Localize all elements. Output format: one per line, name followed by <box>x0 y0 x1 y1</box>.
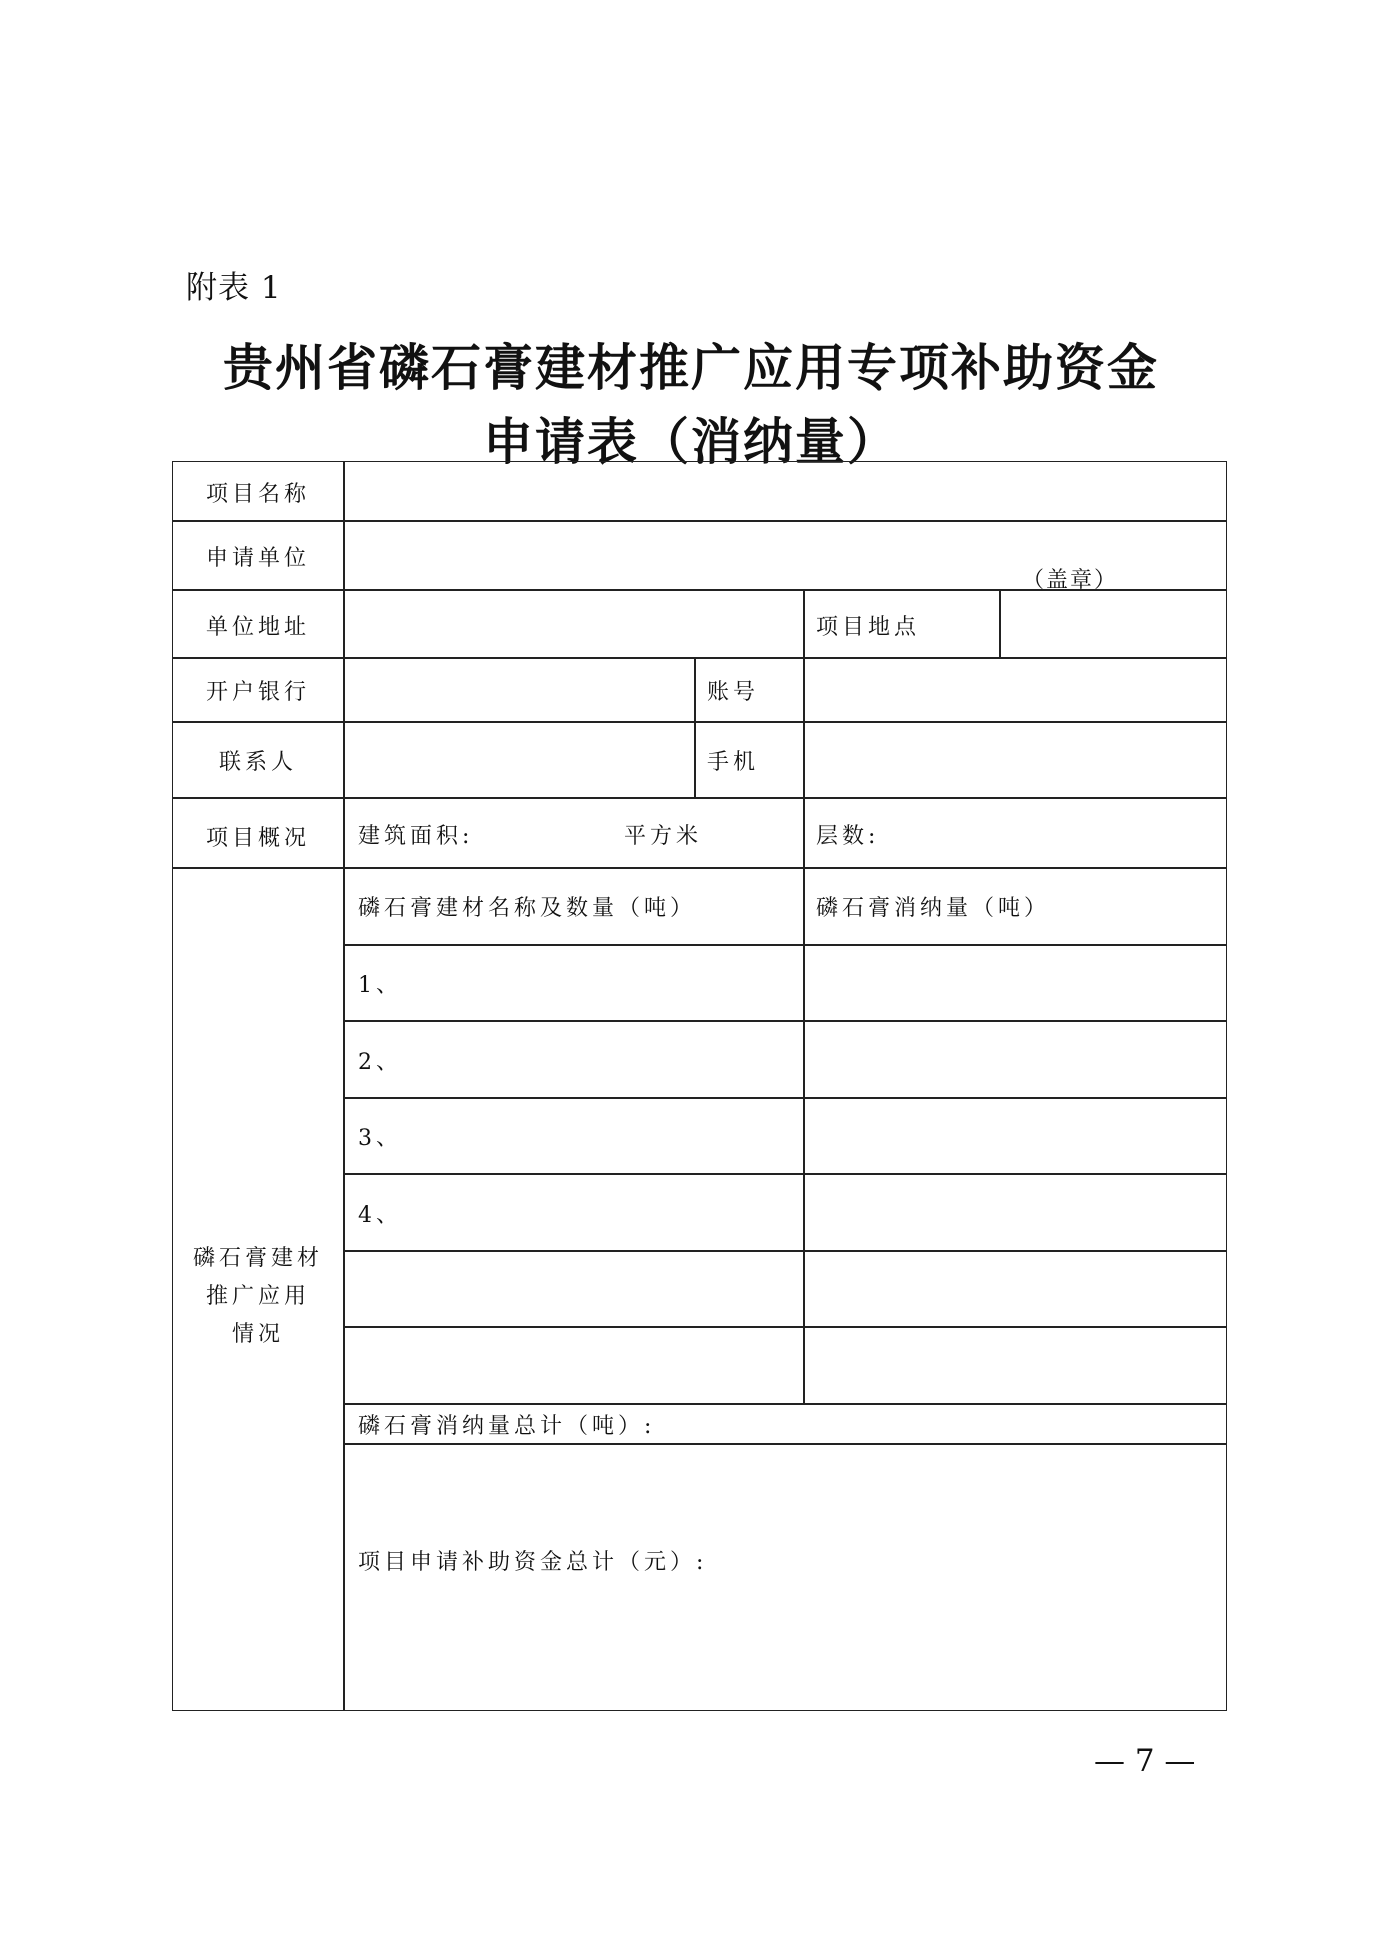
label-sqm: 平方米 <box>624 824 703 849</box>
label-usage-line-2: 推广应用 <box>205 1284 310 1309</box>
row-divider <box>344 1250 1226 1252</box>
row-divider <box>344 1097 1226 1099</box>
row-divider <box>344 1443 1226 1445</box>
item-4: 4、 <box>358 1203 402 1228</box>
label-building-area: 建筑面积: <box>358 824 474 849</box>
row-divider <box>344 1403 1226 1405</box>
row-divider <box>173 520 1226 522</box>
col-divider <box>803 589 805 1404</box>
col-divider <box>694 657 696 797</box>
form-title-line-2: 申请表（消纳量） <box>483 412 899 471</box>
row-divider <box>344 944 1226 946</box>
row-divider <box>173 721 1226 723</box>
row-divider <box>173 797 1226 799</box>
label-floors: 层数: <box>816 824 880 849</box>
page-number: — 7 — <box>1094 1743 1196 1779</box>
label-project-name: 项目名称 <box>205 482 310 507</box>
label-total-consumption: 磷石膏消纳量总计（吨）: <box>358 1414 656 1439</box>
application-form-table <box>172 461 1227 1711</box>
label-total-subsidy: 项目申请补助资金总计（元）: <box>358 1550 708 1575</box>
label-project-location: 项目地点 <box>816 615 921 640</box>
label-bank: 开户银行 <box>205 680 310 705</box>
label-overview: 项目概况 <box>205 826 310 851</box>
label-account: 账号 <box>707 680 760 705</box>
form-title-line-1: 贵州省磷石膏建材推广应用专项补助资金 <box>223 338 1159 397</box>
row-divider <box>173 657 1226 659</box>
col-divider <box>999 589 1001 657</box>
col-divider <box>343 462 345 1710</box>
row-divider <box>344 1326 1226 1328</box>
seal-note: （盖章） <box>1022 568 1119 593</box>
annex-label: 附表 1 <box>186 270 282 306</box>
label-usage-line-3: 情况 <box>231 1322 284 1347</box>
item-2: 2、 <box>358 1050 402 1075</box>
label-mobile: 手机 <box>707 750 760 775</box>
label-applicant: 申请单位 <box>205 546 310 571</box>
row-divider <box>344 1173 1226 1175</box>
item-1: 1、 <box>358 973 402 998</box>
header-consumption: 磷石膏消纳量（吨） <box>816 896 1051 921</box>
label-usage-line-1: 磷石膏建材 <box>192 1246 323 1271</box>
row-divider <box>173 867 1226 869</box>
label-contact: 联系人 <box>218 750 297 775</box>
label-address: 单位地址 <box>205 615 310 640</box>
header-material: 磷石膏建材名称及数量（吨） <box>358 896 697 921</box>
row-divider <box>344 1020 1226 1022</box>
item-3: 3、 <box>358 1126 402 1151</box>
